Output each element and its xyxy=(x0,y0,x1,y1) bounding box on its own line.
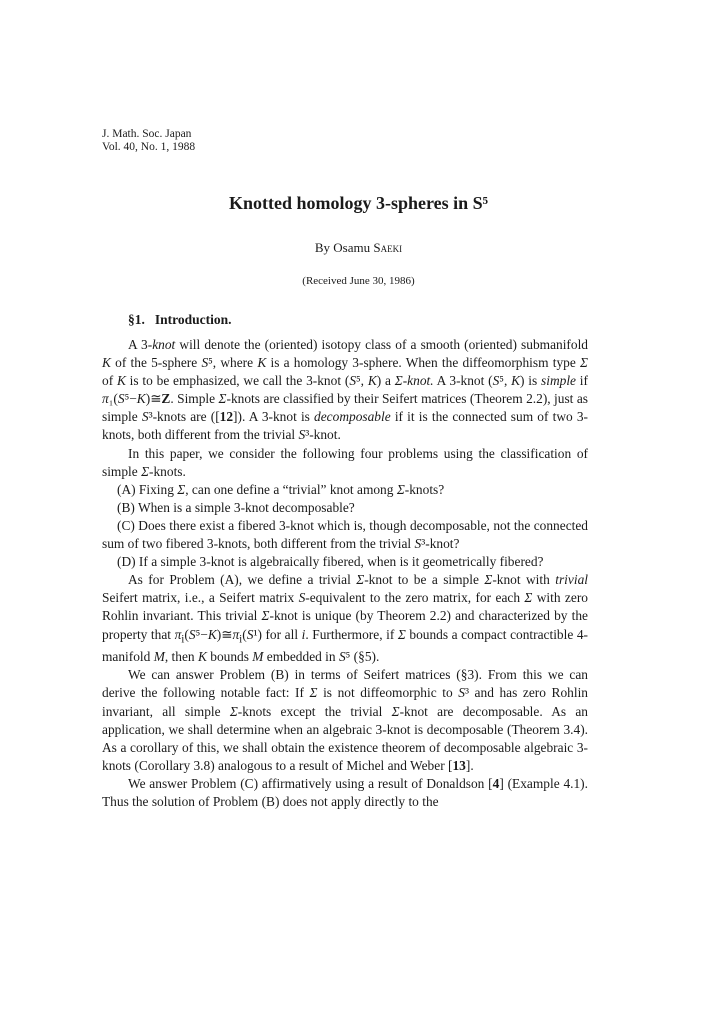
problem-item: (D) If a simple 3-knot is algebraically fibered, when is it geometrically fibered? xyxy=(117,554,544,570)
paragraph: In this paper, we consider the following four problems using the classification of simple Σ-knots. xyxy=(102,445,588,479)
section-number: §1. xyxy=(128,312,145,327)
problem-item: (A) Fixing Σ, can one define a “trivial” knot among Σ-knots? xyxy=(117,481,445,497)
paragraph: A 3-knot will denote the (oriented) isotopy class of a smooth (oriented) submanifold K of the 5-sphere S⁵, where K is a homology 3-sphere. When the diffeomorphism type Σ of K is to be emphasized, we call the 3-knot (S⁵, K) a Σ-knot. A 3-knot (S⁵, K) is simple if π₁(S⁵−K)≅Z. Simple Σ-knots are classified by their Seifert matrices (Theorem 2.2), just as simple S³-knots are ([12]). A 3-knot is decomposable if it is the connected sum of two 3-knots, both different from the trivial S³-knot. xyxy=(102,337,589,443)
section-title: Introduction. xyxy=(154,312,232,327)
body-text xyxy=(102,336,588,811)
author-prefix: By Osamu xyxy=(314,240,371,255)
paragraph: We can answer Problem (B) in terms of Seifert matrices (§3). From this we can derive the following notable fact: If Σ is not diffeomorphic to S³ and has zero Rohlin invariant, all simple Σ-knots except the trivial Σ-knot are decomposable. As an application, we shall determine when an algebraic 3-knot is decomposable (Theorem 3.4). As a corollary of this, we shall obtain the existence theorem of decomposable algebraic 3-knots (Corollary 3.8) analogous to a result of Michel and Weber [13]. xyxy=(102,667,588,773)
problem-item: (C) Does there exist a fibered 3-knot which is, though decomposable, not the connected sum of two fibered 3-knots, both different from the trivial S³-knot? xyxy=(102,517,588,552)
journal-name: J. Math. Soc. Japan xyxy=(102,128,192,140)
received-date: (Received June 30, 1986) xyxy=(302,275,415,287)
section-heading xyxy=(128,312,232,328)
author-surname: Saeki xyxy=(373,240,403,255)
author-line xyxy=(0,240,717,256)
problem-item: (B) When is a simple 3-knot decomposable? xyxy=(117,499,355,515)
journal-citation xyxy=(102,128,195,154)
paper-title: Knotted homology 3-spheres in S⁵ xyxy=(228,193,489,213)
paragraph: We answer Problem (C) affirmatively using a result of Donaldson [4] (Example 4.1). Thus the solution of Problem (B) does not apply directly to the xyxy=(102,775,588,810)
journal-volume: Vol. 40, No. 1, 1988 xyxy=(102,141,196,153)
paragraph: As for Problem (A), we define a trivial Σ-knot to be a simple Σ-knot with trivial Seifert matrix, i.e., a Seifert matrix S-equivalent to the zero matrix, for each Σ with zero Rohlin invariant. This trivial Σ-knot is unique (by Theorem 2.2) and characterized by the property that $\pi_i(S^5-K)≅\pi_i(S^1)$ for all i. Furthermore, if Σ bounds a compact contractible 4-manifold M, then K bounds M embedded in S⁵ (§5). xyxy=(102,572,588,665)
